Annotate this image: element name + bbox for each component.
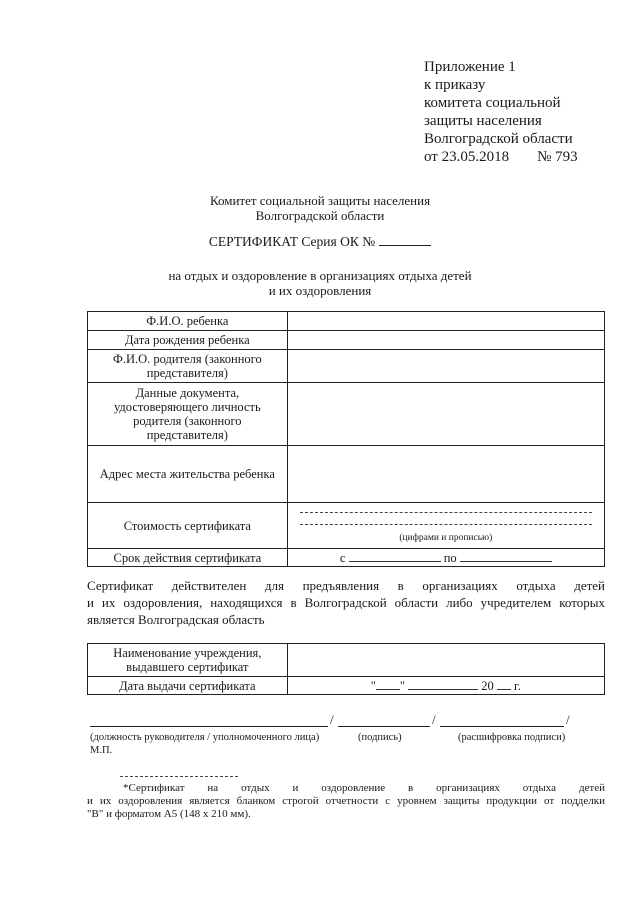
cost-field[interactable] [287, 503, 604, 549]
appendix-line: Волгоградской области [424, 131, 573, 147]
committee-line: Волгоградской области [255, 208, 385, 223]
validity-period-label: Срок действия сертификата [88, 549, 288, 567]
validity-paragraph [87, 577, 605, 628]
certificate-title [0, 233, 640, 250]
table-row [88, 383, 605, 446]
validity-text-line: Сертификат действителен для предъявления в организациях отдыха детей [87, 578, 605, 593]
certificate-form-table [87, 311, 605, 567]
appendix-date: от 23.05.2018 [424, 149, 510, 165]
table-row [88, 331, 605, 350]
from-date-field[interactable] [349, 550, 441, 562]
institution-field[interactable] [287, 644, 604, 677]
child-name-field[interactable] [287, 312, 604, 331]
cost-line [300, 512, 592, 513]
cost-label: Стоимость сертификата [88, 503, 288, 549]
table-row [88, 677, 605, 695]
slash-separator: / [566, 712, 570, 727]
seal-placeholder: М.П. [90, 745, 113, 756]
table-row [88, 549, 605, 567]
footnote-text: Сертификат на отдых и оздоровление в организациях отдыха детей [128, 782, 605, 794]
to-date-field[interactable] [460, 550, 552, 562]
parent-name-field[interactable] [287, 350, 604, 383]
issue-date-label: Дата выдачи сертификата [88, 677, 288, 695]
table-row [88, 350, 605, 383]
footnote [87, 782, 605, 821]
quote-open: " [370, 679, 376, 693]
certificate-subtitle [0, 268, 640, 298]
decoding-caption: (расшифровка подписи) [458, 732, 566, 743]
decoding-field[interactable] [440, 726, 564, 727]
appendix-line: защиты населения [424, 113, 542, 129]
issue-year-field[interactable] [497, 678, 511, 690]
appendix-block [424, 58, 578, 166]
certificate-number-field[interactable] [379, 233, 431, 246]
appendix-line: Приложение 1 [424, 59, 516, 75]
position-field[interactable] [90, 726, 328, 727]
appendix-line: к приказу [424, 77, 486, 93]
position-caption: (должность руководителя / уполномоченного лица) [90, 732, 320, 743]
parent-name-label: Ф.И.О. родителя (законного представителя) [88, 350, 288, 383]
from-label: с [339, 551, 346, 565]
footnote-line: "В" и форматом А5 (148 x 210 мм). [87, 808, 251, 820]
signature-line [90, 712, 570, 728]
year-suffix: г. [514, 679, 521, 693]
cost-hint: (цифрами и прописью) [399, 532, 493, 543]
committee-title [0, 193, 640, 223]
signature-caption: (подпись) [358, 732, 402, 743]
footnote-line [87, 782, 605, 795]
issue-table [87, 643, 605, 695]
subtitle-line: и их оздоровления [268, 283, 372, 298]
appendix-line: комитета социальной [424, 95, 561, 111]
appendix-date-line [424, 148, 578, 166]
address-label: Адрес места жительства ребенка [88, 446, 288, 503]
slash-separator: / [330, 712, 334, 727]
footnote-divider [120, 776, 238, 777]
address-field[interactable] [287, 446, 604, 503]
subtitle-line: на отдых и оздоровление в организациях отдыха детей [168, 268, 472, 283]
parent-document-field[interactable] [287, 383, 604, 446]
cost-input-lines [292, 506, 600, 546]
validity-period-field[interactable] [287, 549, 604, 567]
table-row [88, 446, 605, 503]
issue-date-field[interactable] [287, 677, 604, 695]
birth-date-label: Дата рождения ребенка [88, 331, 288, 350]
certificate-title-text: СЕРТИФИКАТ Серия ОК № [208, 234, 376, 249]
institution-label: Наименование учреждения, выдавшего сертификат [88, 644, 288, 677]
child-name-label: Ф.И.О. ребенка [88, 312, 288, 331]
validity-text-line: является Волгоградская область [87, 612, 265, 627]
table-row [88, 312, 605, 331]
parent-document-label: Данные документа, удостоверяющего личность родителя (законного представителя) [88, 383, 288, 446]
signature-field[interactable] [338, 726, 430, 727]
footnote-marker: * [123, 782, 129, 794]
issue-month-field[interactable] [408, 678, 478, 690]
birth-date-field[interactable] [287, 331, 604, 350]
table-row [88, 644, 605, 677]
issue-day-field[interactable] [376, 678, 400, 690]
committee-line: Комитет социальной защиты населения [209, 193, 431, 208]
footnote-line: и их оздоровления является бланком строгой отчетности с уровнем защиты продукции от подделки [87, 795, 605, 807]
validity-text-line: и их оздоровления, находящихся в Волгоградской области либо учредителем которых [87, 595, 605, 610]
appendix-order-number: № 793 [537, 149, 578, 165]
table-row [88, 503, 605, 549]
quote-close: " [399, 679, 406, 693]
year-prefix: 20 [481, 679, 494, 693]
slash-separator: / [432, 712, 436, 727]
to-label: по [443, 551, 457, 565]
cost-line [300, 524, 592, 525]
